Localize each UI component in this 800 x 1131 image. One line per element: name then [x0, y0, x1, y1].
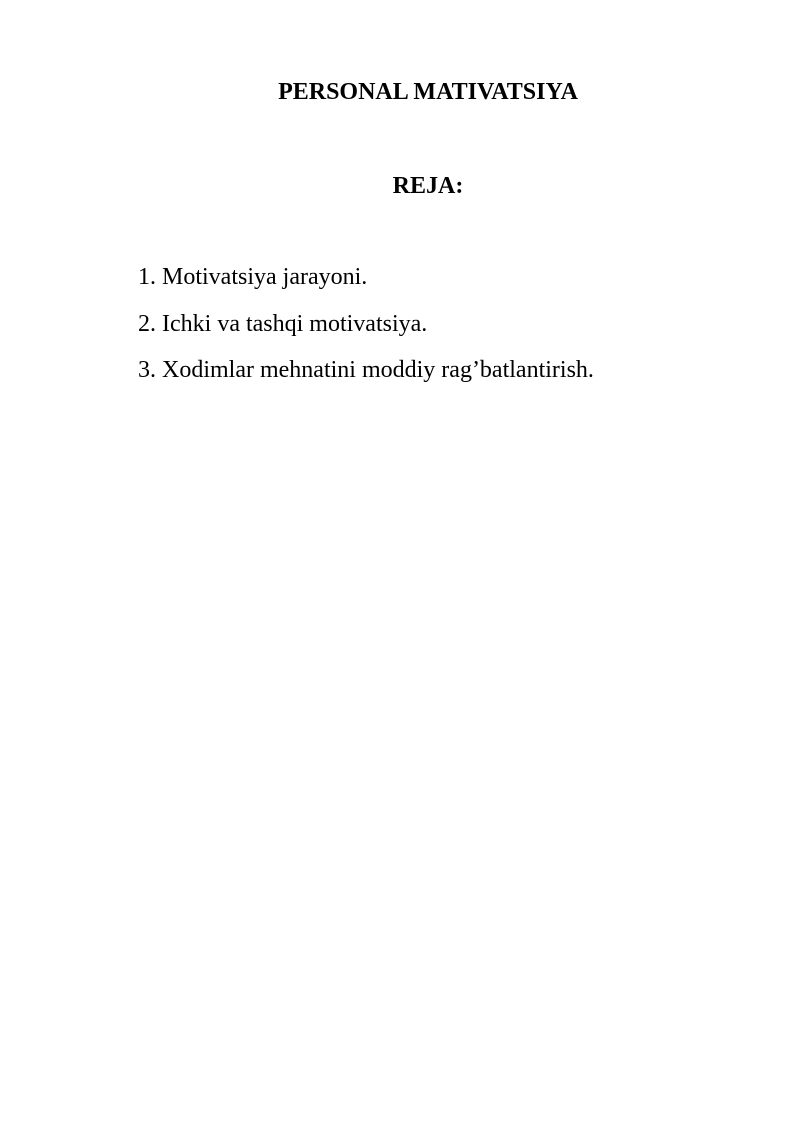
document-title: PERSONAL MATIVATSIYA: [278, 79, 578, 105]
list-item-text: Ichki va tashqi motivatsiya.: [162, 310, 428, 337]
list-item: [138, 261, 594, 293]
list-item-number: 1.: [138, 264, 156, 290]
list-item: [138, 308, 594, 340]
plan-list: [138, 261, 594, 401]
list-item: [138, 354, 594, 386]
plan-heading: REJA:: [392, 173, 464, 199]
list-item-text: Xodimlar mehnatini moddiy rag’batlantirish.: [162, 357, 594, 383]
list-item-number: 3.: [138, 357, 156, 383]
list-item-text: Motivatsiya jarayoni.: [162, 264, 368, 290]
list-item-number: 2.: [138, 310, 156, 337]
